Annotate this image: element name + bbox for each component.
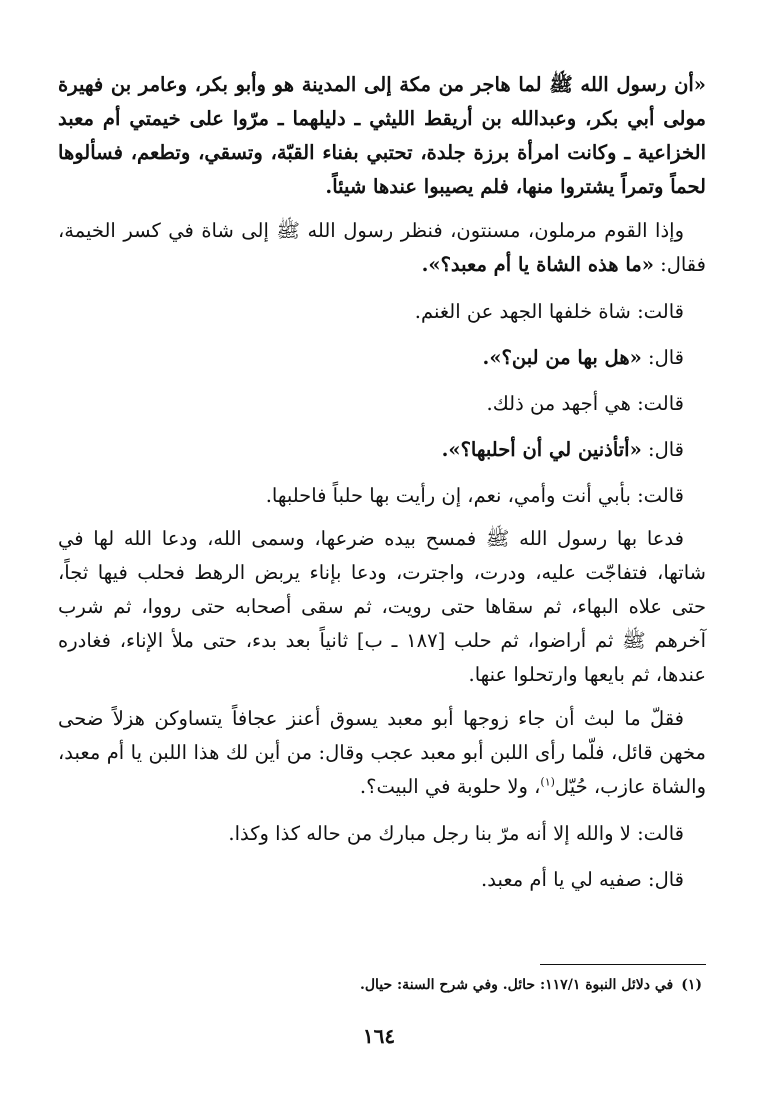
paragraph-text: فقلّ ما لبث أن جاء زوجها أبو معبد يسوق أعنز عجافاً يتساوكن هزلاً ضحى مخهن قائل، فلّما رأى اللبن أبو معبد عجب وقال: من أين لك هذا اللبن يا أم معبد، والشاة عازب، حُيّل bbox=[58, 707, 706, 798]
dialogue-line bbox=[58, 338, 706, 378]
paragraph-text: ، ولا حلوبة في البيت؟. bbox=[359, 775, 541, 798]
dialogue-text: صفيه لي يا أم معبد. bbox=[481, 868, 642, 891]
footnote-number: (١) bbox=[681, 977, 702, 993]
narration-paragraph bbox=[58, 214, 706, 282]
footnote-reference[interactable]: (١) bbox=[540, 775, 555, 789]
speaker-label: قال: bbox=[641, 346, 684, 369]
narration-paragraph bbox=[58, 702, 706, 804]
dialogue-line bbox=[58, 292, 706, 332]
footnote-text: في دلائل النبوة ١١٧/١: حائل. وفي شرح السنة: حيال. bbox=[359, 977, 674, 993]
dialogue-text: بأبي أنت وأمي، نعم، إن رأيت بها حلباً فاحلبها. bbox=[265, 484, 631, 507]
paragraph-text: وإذا القوم مرملون، مسنتون، فنظر رسول الله ﷺ إلى شاة في كسر الخيمة، فقال: bbox=[58, 219, 706, 276]
dialogue-line bbox=[58, 430, 706, 470]
dialogue-text: لا والله إلا أنه مرّ بنا رجل مبارك من حاله كذا وكذا. bbox=[228, 822, 631, 845]
dialogue-line bbox=[58, 860, 706, 900]
speaker-label: قال: bbox=[641, 868, 684, 891]
dialogue-text: هي أجهد من ذلك. bbox=[486, 392, 631, 415]
speaker-label: قالت: bbox=[630, 484, 684, 507]
dialogue-text: شاة خلفها الجهد عن الغنم. bbox=[414, 300, 631, 323]
hadith-opening-paragraph bbox=[58, 68, 706, 204]
footnote-divider bbox=[540, 964, 706, 965]
narration-paragraph bbox=[58, 522, 706, 692]
footnote bbox=[58, 974, 702, 996]
page-number: ١٦٤ bbox=[362, 1024, 396, 1048]
dialogue-line bbox=[58, 476, 706, 516]
prophet-quote: «هل بها من لبن؟». bbox=[482, 346, 642, 369]
speaker-label: قال: bbox=[641, 438, 684, 461]
dialogue-line bbox=[58, 814, 706, 854]
paragraph-text: فدعا بها رسول الله ﷺ فمسح بيده ضرعها، وسمى الله، ودعا الله لها في شاتها، فتفاجّت عليه، ودرت، واجترت، ودعا بإناء يربض الرهط فحلب فيها ثجاً، حتى علاه البهاء، ثم سقاها حتى رويت، ثم سقى أصحابه حتى رووا، ثم شرب آخرهم ﷺ ثم أراضوا، ثم حلب [١٨٧ ـ ب] ثانياً بعد بدء، حتى ملأ الإناء، فغادره عندها، ثم بايعها وارتحلوا عنها. bbox=[58, 527, 706, 686]
paragraph-text: «أن رسول الله ﷺ لما هاجر من مكة إلى المدينة هو وأبو بكر، وعامر بن فهيرة مولى أبي بكر، وعبدالله بن أريقط الليثي ـ دليلهما ـ مرّوا على خيمتي أم معبد الخزاعية ـ وكانت امرأة برزة جلدة، تحتبي بفناء القبّة، وتسقي، وتطعم، فسألوها لحماً وتمراً يشتروا منها، فلم يصيبوا عندها شيئاً. bbox=[58, 73, 706, 198]
prophet-quote: «أتأذنين لي أن أحلبها؟». bbox=[441, 438, 642, 461]
speaker-label: قالت: bbox=[630, 822, 684, 845]
prophet-quote: «ما هذه الشاة يا أم معبد؟». bbox=[421, 253, 654, 276]
speaker-label: قالت: bbox=[630, 392, 684, 415]
speaker-label: قالت: bbox=[630, 300, 684, 323]
dialogue-line bbox=[58, 384, 706, 424]
